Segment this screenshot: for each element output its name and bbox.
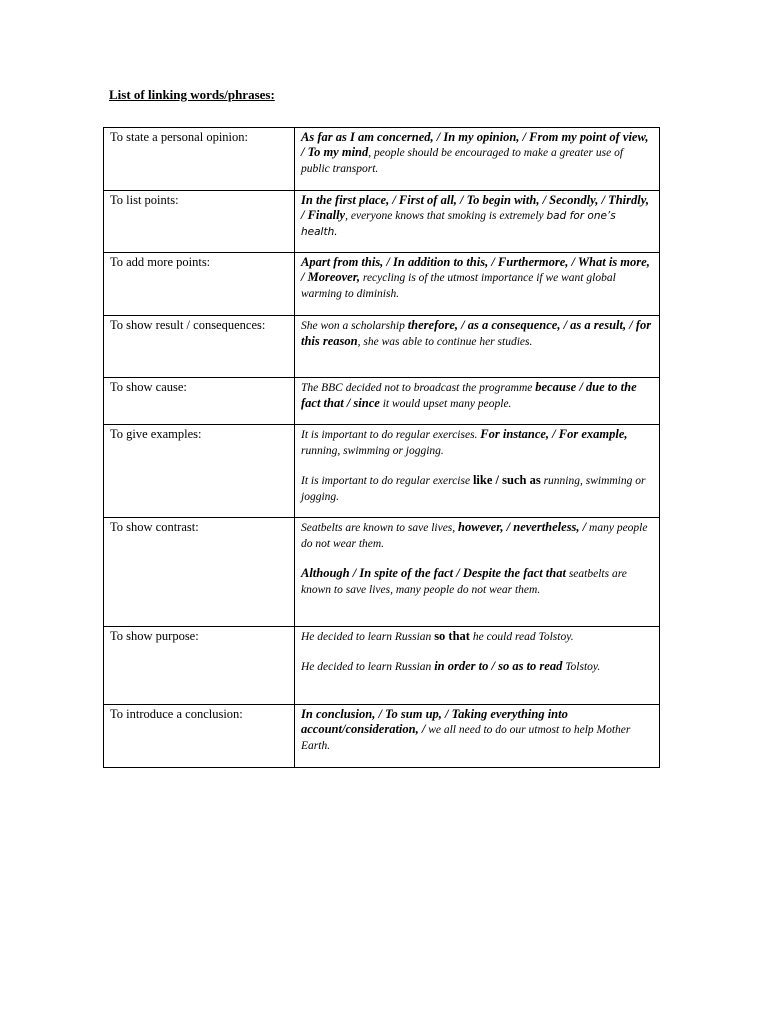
row-label: To introduce a conclusion: <box>104 705 295 768</box>
example-paragraph <box>301 707 653 754</box>
example-text: recycling is of the utmost importance if we want global warming to diminish. <box>301 272 616 300</box>
row-label: To show cause: <box>104 378 295 425</box>
row-example <box>295 316 660 378</box>
linking-phrases: Although / In spite of the fact / Despite the fact that <box>301 566 566 580</box>
example-paragraph <box>301 520 653 552</box>
linking-phrases: In the first place, / First of all, / To begin with, / Secondly, / Thirdly, / Finally <box>301 193 649 222</box>
linking-phrases: so that <box>434 629 470 643</box>
linking-phrases: however, / nevertheless, / <box>458 520 587 534</box>
linking-words-table <box>103 127 660 768</box>
example-text: he could read Tolstoy. <box>469 631 574 643</box>
table-row <box>104 425 660 518</box>
table-row <box>104 253 660 316</box>
example-text: He decided to learn Russian <box>301 661 435 673</box>
example-text: many people do not wear them. <box>301 522 648 550</box>
table-row <box>104 191 660 253</box>
table-row <box>104 128 660 191</box>
linking-phrases: in order to / so as to read <box>434 659 563 673</box>
example-paragraph <box>301 566 653 598</box>
table-row <box>104 705 660 768</box>
row-label: To list points: <box>104 191 295 253</box>
example-text: we all need to do our utmost to help Mother Earth. <box>301 724 631 752</box>
linking-phrases: like / such as <box>472 473 541 487</box>
linking-phrases: because / due to the fact that / since <box>301 380 637 410</box>
row-example <box>295 518 660 627</box>
row-label: To give examples: <box>104 425 295 518</box>
row-example <box>295 627 660 705</box>
example-text: running, swimming or jogging. <box>301 475 646 503</box>
row-label: To state a personal opinion: <box>104 128 295 191</box>
example-text: bad for one’s health. <box>301 210 616 238</box>
example-text: it would upset many people. <box>379 398 512 410</box>
table-row <box>104 316 660 378</box>
example-text: She won a scholarship <box>301 320 408 332</box>
row-example <box>295 378 660 425</box>
page-title: List of linking words/phrases: <box>109 87 275 102</box>
example-text: It is important to do regular exercise <box>301 475 473 487</box>
example-text: , people should be encouraged to make a greater use of public transport. <box>301 147 624 175</box>
row-example <box>295 253 660 316</box>
row-label: To show result / consequences: <box>104 316 295 378</box>
table-row <box>104 627 660 705</box>
example-text: The BBC decided not to broadcast the programme <box>301 382 536 394</box>
example-text: seatbelts are known to save lives, many people do not wear them. <box>301 568 627 596</box>
row-example <box>295 425 660 518</box>
linking-phrases: For instance, / For example, <box>480 427 628 441</box>
linking-phrases: Apart from this, / In addition to this, / Furthermore, / What is more, / Moreover, <box>301 255 650 284</box>
example-text: , she was able to continue her studies. <box>357 336 533 348</box>
row-label: To show contrast: <box>104 518 295 627</box>
linking-phrases: therefore, / as a consequence, / as a result, / for this reason <box>301 318 652 348</box>
example-text: Tolstoy. <box>562 661 601 673</box>
row-example <box>295 128 660 191</box>
example-text: running, swimming or jogging. <box>301 445 444 457</box>
row-example <box>295 191 660 253</box>
row-example <box>295 705 660 768</box>
table-row <box>104 518 660 627</box>
linking-phrases: In conclusion, / To sum up, / Taking everything into account/consideration, / <box>301 707 568 736</box>
example-paragraph <box>301 659 653 675</box>
linking-phrases: As far as I am concerned, / In my opinion, / From my point of view, / To my mind <box>301 130 649 159</box>
example-paragraph <box>301 380 653 412</box>
example-paragraph <box>301 629 653 645</box>
example-text: It is important to do regular exercises. <box>301 429 481 441</box>
row-label: To show purpose: <box>104 627 295 705</box>
example-paragraph <box>301 193 653 240</box>
example-text: He decided to learn Russian <box>301 631 435 643</box>
example-text: Seatbelts are known to save lives, <box>301 522 459 534</box>
example-paragraph <box>301 473 653 505</box>
example-paragraph <box>301 318 653 350</box>
example-paragraph <box>301 427 653 459</box>
example-text: , everyone knows that smoking is extremely <box>345 210 547 222</box>
example-paragraph <box>301 130 653 177</box>
table-row <box>104 378 660 425</box>
example-paragraph <box>301 255 653 302</box>
row-label: To add more points: <box>104 253 295 316</box>
